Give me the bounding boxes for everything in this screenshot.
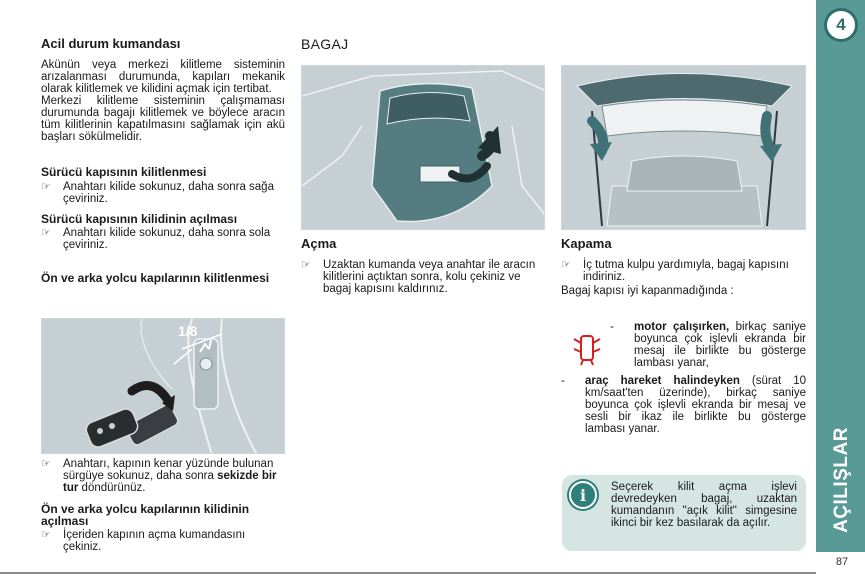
intro-paragraph-2: Merkezi kilitleme sisteminin çalışmaması durumunda bagajı kilitlemek ve böylece aracın tüm kilitlerinin kapatılmasını sağlamak için akü başları sökülmelidir. <box>41 95 285 143</box>
door-edge-drawing <box>42 319 285 454</box>
driver-unlock-step <box>41 227 285 251</box>
vehicle-moving-text: (sürat 10 km/saat'ten üzerinde), birkaç saniye boyunca çok işlevli ekranda bir mesaj ve sesli bir ikaz ile birlikte bu gösterge lambası yanar. <box>585 375 806 435</box>
closing-step <box>561 259 806 283</box>
passenger-unlock-text: İçeriden kapının açma kumandasını çekiniz. <box>63 529 246 553</box>
pointing-hand-icon: ☞ <box>301 259 311 271</box>
pointing-hand-icon: ☞ <box>41 529 51 541</box>
info-text: Seçerek kilit açma işlevi devredeyken bagaj, uzaktan kumandanın "açık kilit" simgesine ikinci bir kez basılarak da açılır. <box>611 481 797 529</box>
closing-title: Kapama <box>561 236 612 251</box>
closing-text: İç tutma kulpu yardımıyla, bagaj kapısını indiriniz. <box>583 259 789 283</box>
chapter-title: AÇILIŞLAR <box>831 426 852 533</box>
passenger-lock-text-b: döndürünüz. <box>81 482 146 494</box>
page-number: 87 <box>835 556 849 568</box>
passenger-lock-step <box>41 458 285 494</box>
left-column-lower <box>41 458 285 553</box>
driver-lock-text: Anahtarı kilide sokunuz, daha sonra sağa çeviriniz. <box>63 181 274 205</box>
driver-lock-step <box>41 181 285 205</box>
info-icon: i <box>569 481 597 509</box>
bottom-divider <box>0 572 816 574</box>
closing-section <box>561 238 806 297</box>
chapter-number-badge <box>824 8 858 42</box>
passenger-unlock-title: Ön ve arka yolcu kapılarının kilidinin açılması <box>41 502 250 528</box>
car-doors-open-icon <box>570 330 604 366</box>
open-trunk-warning-icon <box>570 330 604 366</box>
driver-unlock-text: Anahtarı kilide sokunuz, daha sonra sola çeviriniz. <box>63 227 271 251</box>
trunk-close-drawing <box>562 66 806 230</box>
pointing-hand-icon: ☞ <box>41 227 51 239</box>
vehicle-moving-list-item <box>561 375 806 435</box>
bagaj-title: BAGAJ <box>301 36 349 52</box>
door-edge-key-illustration <box>41 318 285 454</box>
opening-text: Uzaktan kumanda veya anahtar ile aracın kilitlerini açtıktan sonra, kolu çekiniz ve bagaj kapısını kaldırınız. <box>323 259 536 295</box>
dash-mark: - <box>610 321 614 333</box>
passenger-lock-title: Ön ve arka yolcu kapılarının kilitlenmesi <box>41 271 270 285</box>
info-text-wrapper <box>611 481 797 529</box>
driver-lock-title: Sürücü kapısının kilitlenmesi <box>41 165 207 179</box>
vehicle-moving-bold: araç hareket halindeyken <box>585 375 740 387</box>
intro-paragraph-1: Akünün veya merkezi kilitleme sisteminin arızalanması durumunda, kapıları mekanik olarak kilitlemek ve kilidini açmak için tertibat. <box>41 59 285 95</box>
pointing-hand-icon: ☞ <box>561 259 571 271</box>
pointing-hand-icon: ☞ <box>41 458 51 470</box>
engine-running-bold: motor çalışırken, <box>634 321 730 333</box>
vehicle-moving-item <box>561 375 806 435</box>
eighth-turn-label: 1/8 <box>178 323 198 339</box>
section-title: Acil durum kumandası <box>41 36 181 51</box>
passenger-unlock-step <box>41 529 285 553</box>
chapter-title-vertical <box>822 422 862 537</box>
engine-running-text: birkaç saniye boyunca çok işlevli ekranda bir mesaj ile birlikte bu gösterge lambası yanar, <box>634 321 806 369</box>
passenger-lock-text-a: Anahtarı, kapının kenar yüzünde bulunan sürgüye sokunuz, daha sonra <box>63 458 274 482</box>
trunk-open-drawing <box>302 66 545 230</box>
opening-title: Açma <box>301 236 337 251</box>
bagaj-title-area <box>301 38 546 59</box>
engine-running-item <box>610 321 806 369</box>
left-column <box>41 38 285 284</box>
trunk-close-illustration <box>561 65 806 230</box>
dash-mark: - <box>561 375 565 387</box>
pointing-hand-icon: ☞ <box>41 181 51 193</box>
opening-section <box>301 238 546 295</box>
driver-unlock-title: Sürücü kapısının kilidinin açılması <box>41 212 238 226</box>
passenger-lock-text-bold: sekizde bir tur <box>63 470 277 494</box>
closing-warning: Bagaj kapısı iyi kapanmadığında : <box>561 285 734 297</box>
trunk-open-illustration <box>301 65 545 230</box>
engine-running-list-item <box>610 321 806 369</box>
chapter-number: 4 <box>836 15 846 34</box>
opening-step <box>301 259 546 295</box>
